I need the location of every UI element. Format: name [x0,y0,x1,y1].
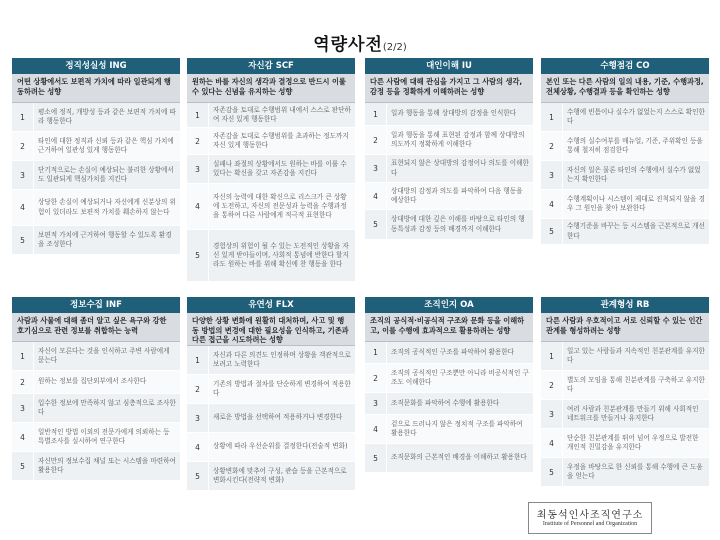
list-item [187,346,355,375]
card-header: 대인이해 IU [365,58,533,74]
item-text: 조직의 공식적인 구조뿐만 아니라 비공식적인 구조도 이해한다 [391,368,529,386]
card-header: 정보수집 INF [12,297,180,313]
list-item [187,128,355,155]
item-text: 일과 행동을 통해 표현된 감정과 함께 상대방의 의도까지 정확하게 이해한다 [391,130,525,148]
item-number: 3 [541,400,563,428]
item-number: 3 [365,155,387,182]
item-text: 여러 사람과 친분관계를 만들기 위해 사회적인 네트워크를 만들거나 유지한다 [567,404,699,422]
item-text: 단기적으로는 손실이 예상되는 불리한 상황에서도 일관되게 핵심가치를 지킨다 [38,165,174,183]
list-item [541,371,709,400]
list-item [541,400,709,429]
list-item [12,342,180,371]
item-number: 2 [365,364,387,392]
item-text: 일고 있는 사람들과 지속적인 친분관계를 유지한다 [567,346,705,364]
list-item [365,364,533,393]
list-item [187,375,355,404]
card-description: 어떤 상황에서도 보편적 가치에 따라 일관되게 행동하려는 성향 [12,74,180,103]
item-number: 5 [365,444,387,472]
list-item [541,103,709,132]
list-item [541,219,709,245]
item-text: 자존감을 토대로 수행범위 내에서 스스로 판단하여 자신 있게 행동한다 [213,105,351,123]
item-text: 원하는 정보를 집단외부에서 조사한다 [38,377,147,386]
item-number: 3 [187,155,209,183]
item-number: 2 [541,132,563,160]
item-text: 단순한 친분관계를 뛰어 넘어 우정으로 발전한 개인적 친밀감을 유지한다 [567,433,699,451]
item-text: 자존감을 토대로 수행범위를 초과하는 정도까지 자신 있게 행동한다 [213,131,349,149]
list-item [541,429,709,458]
item-number: 1 [12,103,34,131]
card-header: 관계형성 RB [541,297,709,313]
item-text: 우정을 바탕으로 한 신뢰를 통해 수행에 큰 도움을 얻는다 [567,462,703,480]
item-text: 자신만의 정보수집 채널 또는 시스템을 마련하여 활용한다 [38,456,176,474]
competency-card-self-confidence [187,58,355,282]
item-number: 4 [187,433,209,461]
list-item [12,161,180,190]
card-header: 조직인지 OA [365,297,533,313]
item-text: 조직의 공식적인 구조를 파악하여 활용한다 [391,347,515,356]
item-text: 자신의 일은 물론 타인의 수행에서 실수가 없었는지 확인한다 [567,165,701,183]
logo-english-name: Institute of Personnel and Organization [542,521,638,527]
list-item [12,394,180,423]
list-item [187,155,355,184]
list-item [12,226,180,255]
list-item [12,103,180,132]
list-item [12,452,180,481]
item-text: 평소에 정직, 개방성 등과 같은 보편적 가치에 따라 행동한다 [38,107,176,125]
item-text: 일과 행동을 통해 상대방의 감정을 인식한다 [391,109,517,118]
list-item [365,393,533,415]
list-item [365,183,533,210]
list-item [187,184,355,230]
item-text: 수행의 실수여부를 매뉴얼, 기준, 주위확인 등을 통해 철저히 점검한다 [567,136,703,154]
item-number: 4 [12,190,34,225]
competency-card-interpersonal-understanding [365,58,533,240]
page-title [0,30,720,55]
item-number: 1 [12,342,34,370]
list-item [365,444,533,473]
item-number: 5 [541,219,563,244]
list-item [365,415,533,444]
item-number: 1 [187,346,209,374]
list-item [365,155,533,183]
item-number: 3 [12,394,34,422]
item-number: 3 [187,404,209,432]
card-header: 수행점검 CO [541,58,709,74]
item-text: 겉으로 드러나지 않은 정치적 구조를 파악하여 활용한다 [391,419,523,437]
list-item [541,458,709,487]
institute-logo [528,502,652,534]
card-header: 정직성실성 ING [12,58,180,74]
item-number: 4 [541,429,563,457]
page-subtitle: (2/2) [382,42,407,53]
card-header: 자신감 SCF [187,58,355,74]
list-item [12,132,180,161]
item-text: 경험상의 위험이 될 수 있는 도전적인 상황을 자신 있게 받아들이며, 사회적 통념에 반한다 할지라도 원하는 바를 위해 확신에 찬 행동을 한다 [213,241,349,269]
item-text: 실패나 좌절의 상황에서도 원하는 바를 이룰 수 있다는 확신을 갖고 자존감을 지킨다 [213,159,347,177]
list-item [541,132,709,161]
list-item [12,371,180,394]
item-text: 상대방의 감정과 의도를 파악하여 다음 행동을 예상한다 [391,186,523,204]
item-number: 2 [365,126,387,154]
item-number: 2 [12,371,34,393]
item-number: 3 [541,161,563,189]
item-number: 3 [365,393,387,414]
page-title-text: 역량사전 [313,35,383,55]
item-number: 1 [541,103,563,131]
item-text: 자신이 모른다는 것을 인식하고 주변 사람에게 묻는다 [38,346,170,364]
item-number: 5 [12,226,34,254]
item-text: 조직문화의 근본적인 배경을 이해하고 활용한다 [391,453,527,462]
item-text: 자신의 능력에 대한 확신으로 리스크가 큰 상황에 도전하고, 자신의 전문성과 능력을 수행과정을 통하여 다른 사람에게 적극적 표현한다 [213,192,347,220]
card-description: 원하는 바를 자신의 생각과 결정으로 반드시 이룰 수 있다는 신념을 유지하는 성향 [187,74,355,103]
list-item [365,126,533,155]
item-text: 일반적인 방법 이외의 전문가에게 의뢰하는 등 특별조사를 실시하여 연구한다 [38,427,170,445]
item-number: 4 [541,190,563,218]
item-text: 별도의 모임을 통해 친분관계를 구축하고 유지한다 [567,375,705,393]
item-text: 타인에 대한 정직과 신뢰 등과 같은 핵심 가치에 근거하여 일관성 있게 행동한다 [38,136,174,154]
list-item [187,462,355,491]
item-text: 새로운 방법을 선택하여 적용하거나 변경한다 [213,413,343,422]
item-text: 보편적 가치에 근거하여 행동할 수 있도록 환경을 조성한다 [38,230,172,248]
competency-card-integrity [12,58,180,255]
card-description: 본인 또는 다른 사람의 일의 내용, 기준, 수행과정, 전체상황, 수행결과 등을 확인하는 성향 [541,74,709,103]
list-item [187,230,355,282]
card-description: 사람과 사물에 대해 좀더 알고 싶은 욕구와 강한 호기심으로 관련 정보를 취합하는 능력 [12,313,180,342]
item-number: 2 [541,371,563,399]
item-text: 상당한 손실이 예상되거나 자신에게 신분상의 위험이 있더라도 보편적 가치를 훼손하지 않는다 [38,198,176,216]
item-text: 상대방에 대한 깊은 이해를 바탕으로 타인의 행동특성과 감정 등의 배경까지 이해한다 [391,215,525,233]
item-number: 2 [187,128,209,154]
item-text: 기존의 방법과 절차를 단순하게 변경하여 적용한다 [213,379,351,397]
item-number: 4 [365,183,387,209]
item-text: 조직문화를 파악하여 수행에 활용한다 [391,398,500,407]
list-item [12,423,180,452]
item-text: 입수한 정보에 만족하지 않고 심층적으로 조사한다 [38,398,176,416]
competency-card-flexibility [187,297,355,491]
item-text: 수행에 빈틈이나 실수가 없었는지 스스로 확인한다 [567,107,705,125]
item-number: 5 [12,452,34,480]
item-number: 2 [12,132,34,160]
item-number: 1 [541,342,563,370]
item-number: 3 [12,161,34,189]
card-description: 다른 사람과 우호적이고 서로 신뢰할 수 있는 인간관계를 형성하려는 성향 [541,313,709,342]
list-item [12,190,180,226]
item-text: 상황변화에 맞추어 구성, 관습 등을 근본적으로 변화시킨다(전략적 변화) [213,466,347,484]
competency-card-organizational-awareness [365,297,533,473]
competency-card-relationship-building [541,297,709,487]
item-number: 1 [187,103,209,127]
card-description: 다른 사람에 대해 관심을 가지고 그 사람의 생각, 감정 등을 정확하게 이해하려는 성향 [365,74,533,103]
item-text: 상황에 따라 우선순위를 결정한다(전술적 변화) [213,442,348,451]
list-item [187,433,355,462]
list-item [541,342,709,371]
item-number: 5 [541,458,563,486]
competency-card-checking-order [541,58,709,245]
item-number: 4 [12,423,34,451]
item-text: 수행기준을 바꾸는 등 시스템을 근본적으로 개선한다 [567,222,705,240]
item-number: 2 [187,375,209,403]
item-number: 1 [365,342,387,363]
card-description: 조직의 공식적·비공식적 구조와 문화 등을 이해하고, 이를 수행에 효과적으로 활용하려는 성향 [365,313,533,342]
item-text: 자신과 다른 의견도 인정하며 상황을 객관적으로 보려고 노력한다 [213,350,351,368]
item-number: 1 [365,103,387,125]
item-text: 수행계획이나 시스템이 제대로 진척되지 않을 경우 그 원인을 찾아 보완한다 [567,194,705,212]
list-item [365,210,533,240]
list-item [187,404,355,433]
competency-card-information-seeking [12,297,180,481]
list-item [541,161,709,190]
item-number: 4 [365,415,387,443]
item-number: 5 [365,210,387,239]
list-item [365,103,533,126]
item-number: 5 [187,230,209,281]
card-header: 유연성 FLX [187,297,355,313]
list-item [187,103,355,128]
card-description: 다양한 상황 변화에 원활히 대처하며, 사고 및 행동 방법의 변경에 대한 필요성을 인식하고, 기존과 다른 접근을 시도하려는 성향 [187,313,355,346]
list-item [541,190,709,219]
logo-korean-name: 최동석인사조직연구소 [536,510,644,521]
item-text: 표현되지 않은 상대방의 감정이나 의도를 이해한다 [391,159,529,177]
item-number: 4 [187,184,209,229]
list-item [365,342,533,364]
item-number: 5 [187,462,209,490]
